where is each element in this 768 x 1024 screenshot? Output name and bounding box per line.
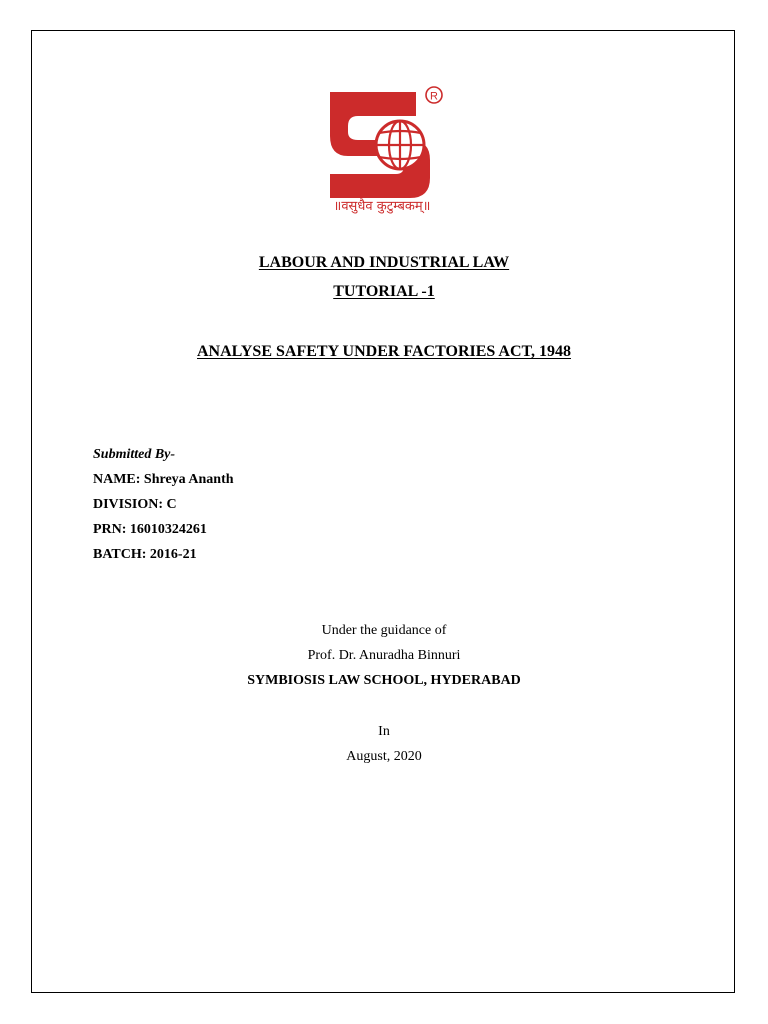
in-label: In	[378, 724, 390, 739]
submitted-by-label: Submitted By-	[93, 447, 176, 462]
logo-motto: ॥वसुधैव कुटुम्बकम्॥	[333, 199, 431, 214]
globe-icon	[376, 121, 424, 169]
topic-title: ANALYSE SAFETY UNDER FACTORIES ACT, 1948	[197, 343, 571, 360]
guide-professor: Prof. Dr. Anuradha Binnuri	[307, 648, 461, 663]
student-name: NAME: Shreya Ananth	[93, 472, 234, 487]
registered-mark: R	[430, 90, 438, 103]
student-prn: PRN: 16010324261	[93, 522, 207, 537]
institution-name: SYMBIOSIS LAW SCHOOL, HYDERABAD	[247, 673, 521, 688]
student-batch: BATCH: 2016-21	[93, 547, 197, 562]
tutorial-title: TUTORIAL -1	[333, 283, 435, 300]
symbiosis-logo	[318, 82, 450, 218]
subject-title: LABOUR AND INDUSTRIAL LAW	[258, 254, 510, 271]
guidance-intro: Under the guidance of	[321, 623, 447, 638]
submission-date: August, 2020	[346, 749, 422, 764]
student-division: DIVISION: C	[93, 497, 177, 512]
